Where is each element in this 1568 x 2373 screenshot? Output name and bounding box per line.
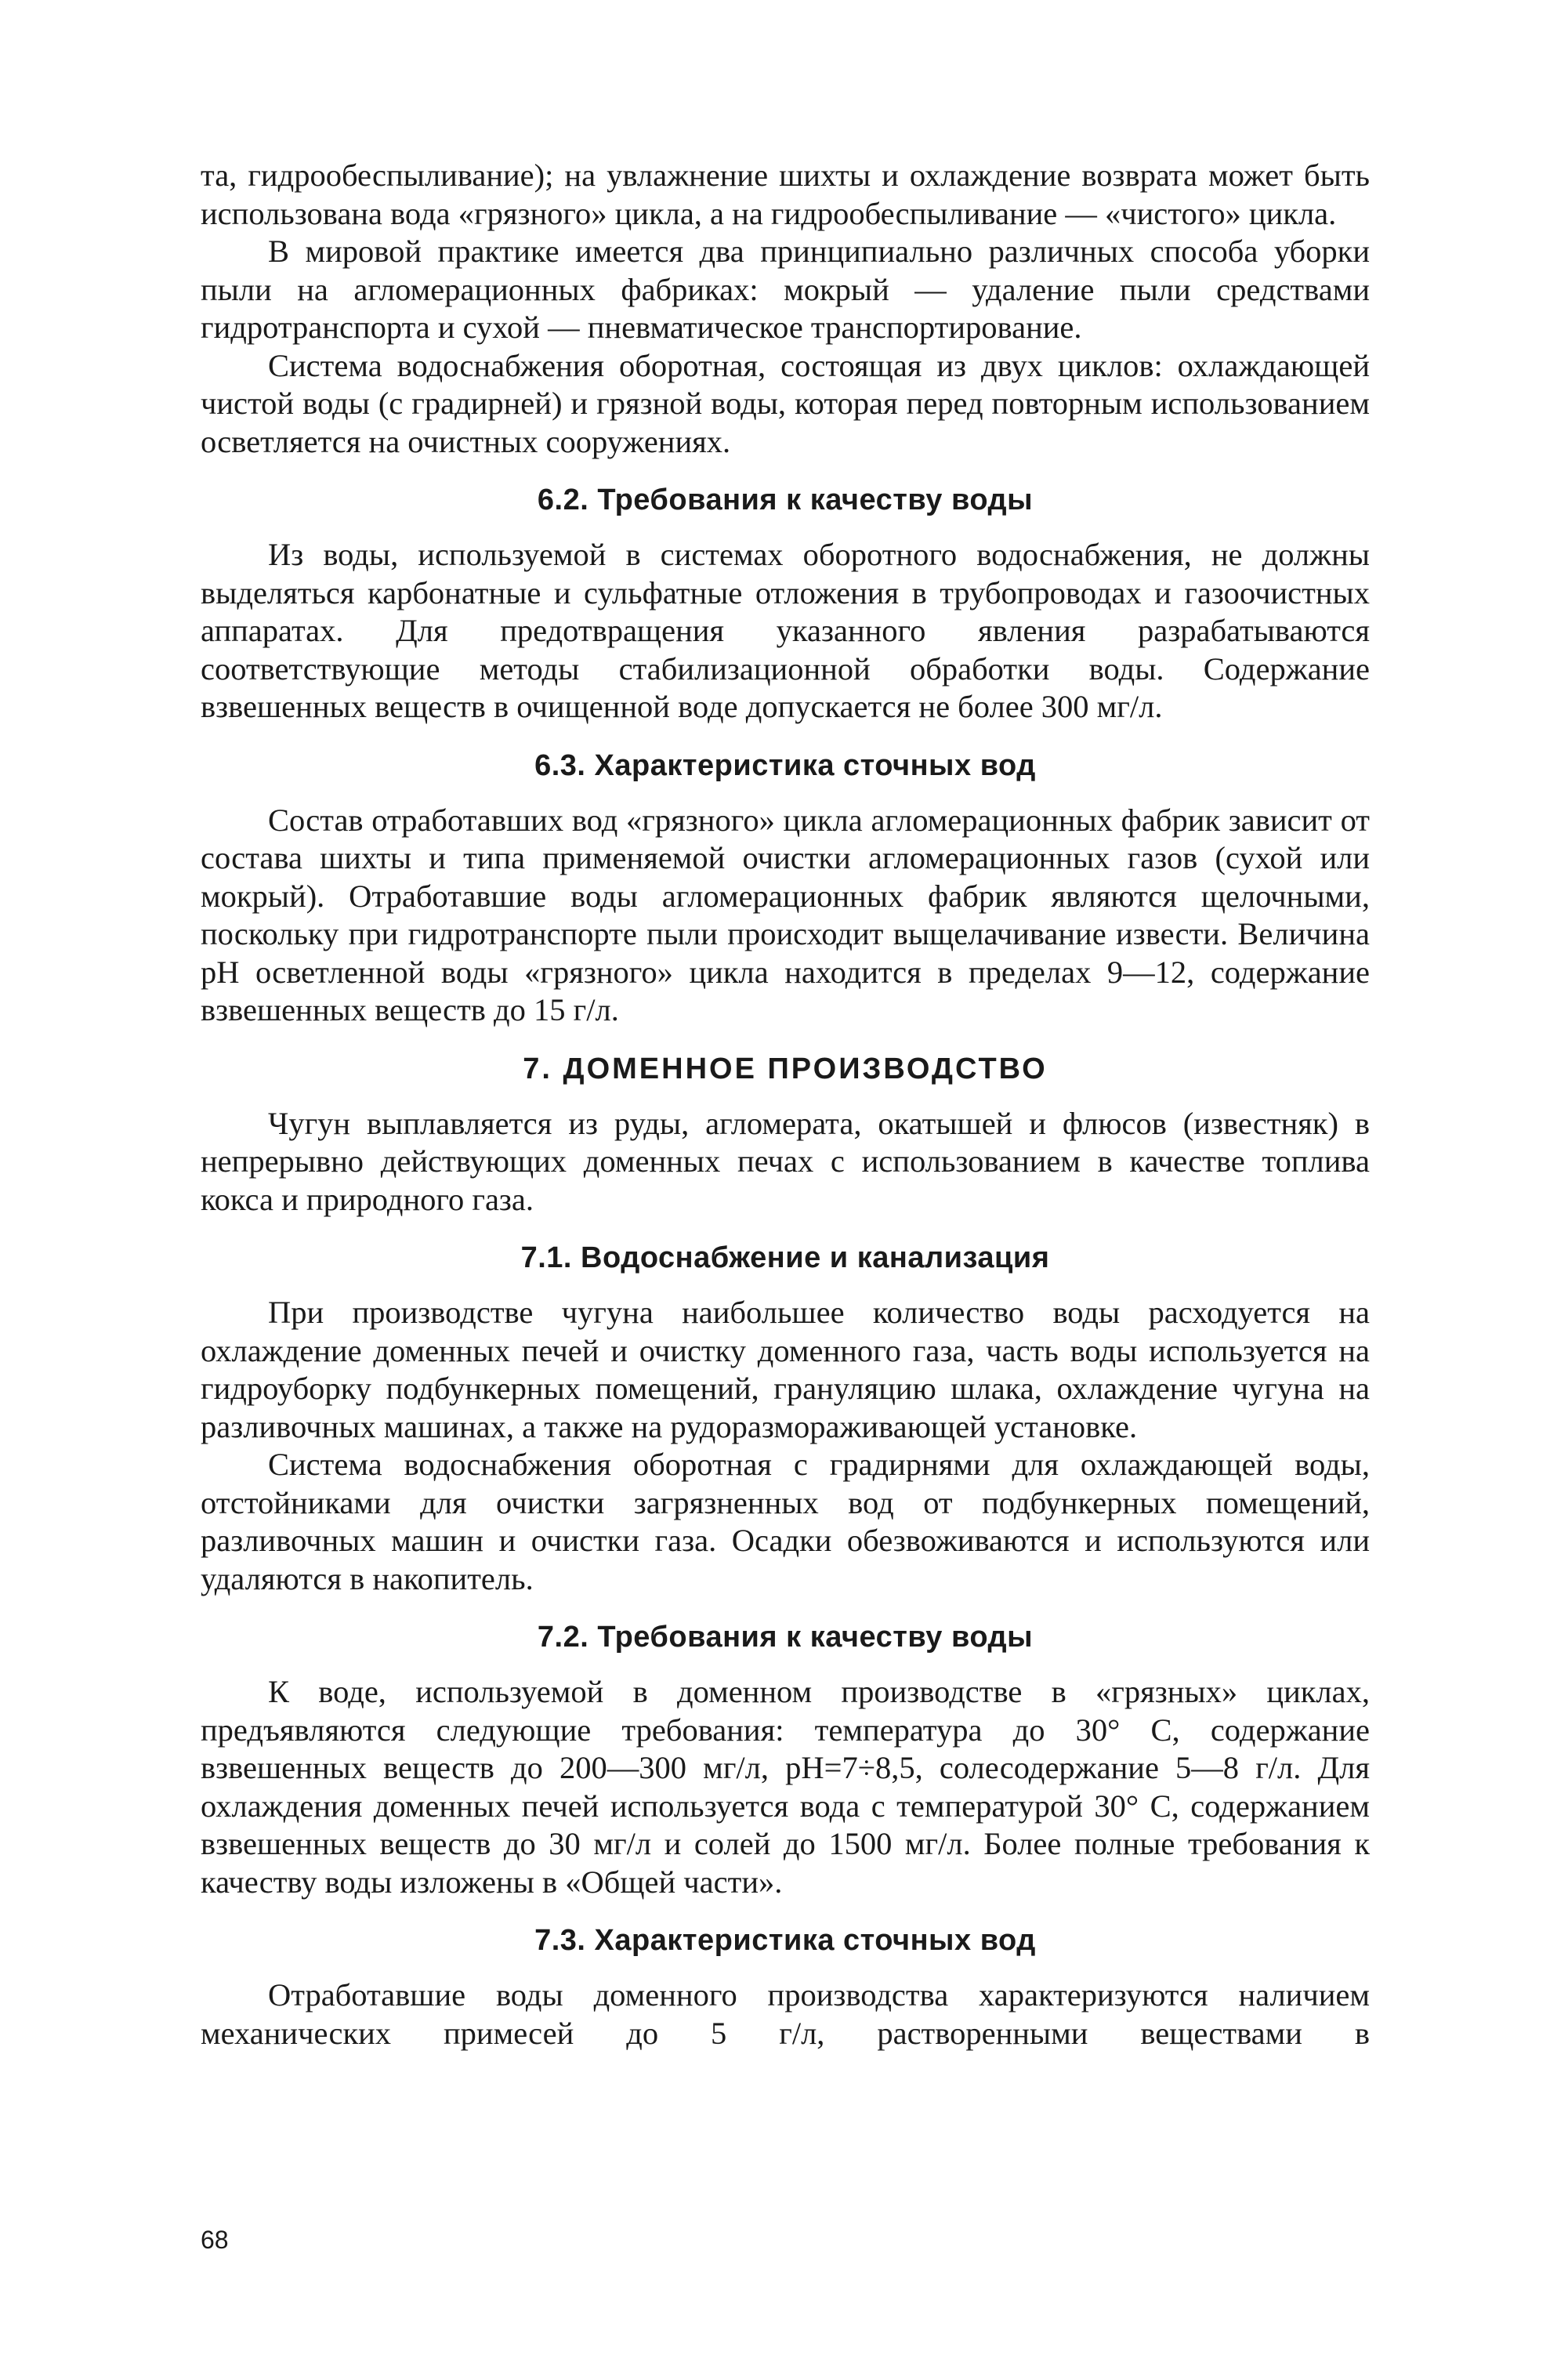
heading-7-1: 7.1. Водоснабжение и канализация: [520, 1241, 1050, 1274]
paragraph-quality-parameters: К воде, используемой в доменном производстве в «грязных» циклах, предъявляются следующие требования: температура до 30° С, содержание взвешенных веществ до 200—300 мг/л, pH=7÷8,5, солесодержание 5—8 г/л. Для охлаждения доменных печей используется вода с температурой 30° С, содержанием взвешенных веществ до 30 мг/л и солей до 1500 мг/л. Более полные требования к качеству воды изложены в «Общей части».: [201, 1674, 1370, 1900]
heading-7: 7. ДОМЕННОЕ ПРОИЗВОДСТВО: [523, 1052, 1048, 1085]
paragraph-spent-water: Отработавшие воды доменного производства характеризуются наличием механических примесей до 5 г/л, растворенными веществами в: [201, 1977, 1370, 2051]
paragraph-dust-removal-methods: В мировой практике имеется два принципиально различных способа уборки пыли на агломерационных фабриках: мокрый — удаление пыли средствами гидротранспорта и сухой — пневматическое транспортирование.: [201, 234, 1370, 345]
paragraph-blast-furnace-intro: Чугун выплавляется из руды, агломерата, окатышей и флюсов (известняк) в непрерывно действующих доменных печах с использованием в качестве топлива кокса и природного газа.: [201, 1105, 1370, 1217]
paragraph-water-supply-system: Система водоснабжения оборотная, состоящая из двух циклов: охлаждающей чистой воды (с градирней) и грязной воды, которая перед повторным использованием осветляется на очистных сооружениях.: [201, 347, 1370, 459]
heading-6-2: 6.2. Требования к качеству воды: [537, 484, 1034, 516]
page-body: [201, 157, 1370, 2052]
paragraph-circulating-system: Система водоснабжения оборотная с градирнями для охлаждающей воды, отстойниками для очистки загрязненных вод от подбункерных помещений, разливочных машин и очистки газа. Осадки обезвоживаются и используются или удаляются в накопитель.: [201, 1447, 1370, 1596]
page-number: 68: [201, 2226, 229, 2254]
heading-7-2: 7.2. Требования к качеству воды: [537, 1621, 1034, 1654]
heading-6-3: 6.3. Характеристика сточных вод: [534, 748, 1036, 782]
paragraph-wastewater-characteristics: Состав отработавших вод «грязного» цикла агломерационных фабрик зависит от состава шихты и типа применяемой очистки агломерационных газов (сухой или мокрый). Отработавшие воды агломерационных фабрик являются щелочными, поскольку при гидротранспорте пыли происходит выщелачивание извести. Величина pH осветленной воды «грязного» цикла находится в пределах 9—12, содержание взвешенных веществ до 15 г/л.: [201, 802, 1370, 1027]
heading-7-3: 7.3. Характеристика сточных вод: [534, 1924, 1036, 1957]
paragraph-water-quality-requirements: Из воды, используемой в системах оборотного водоснабжения, не должны выделяться карбонатные и сульфатные отложения в трубопроводах и газоочистных аппаратах. Для предотвращения указанного явления разрабатываются соответствующие методы стабилизационной обработки воды. Содержание взвешенных веществ в очищенной воде допускается не более 300 мг/л.: [201, 537, 1370, 724]
paragraph-continuation: та, гидрообеспыливание); на увлажнение шихты и охлаждение возврата может быть использована вода «грязного» цикла, а на гидрообеспыливание — «чистого» цикла.: [201, 158, 1370, 231]
paragraph-water-consumption: При производстве чугуна наибольшее количество воды расходуется на охлаждение доменных печей и очистку доменного газа, часть воды используется на гидроуборку подбункерных помещений, грануляцию шлака, охлаждение чугуна на разливочных машинах, а также на рудоразмораживающей установке.: [201, 1295, 1370, 1444]
